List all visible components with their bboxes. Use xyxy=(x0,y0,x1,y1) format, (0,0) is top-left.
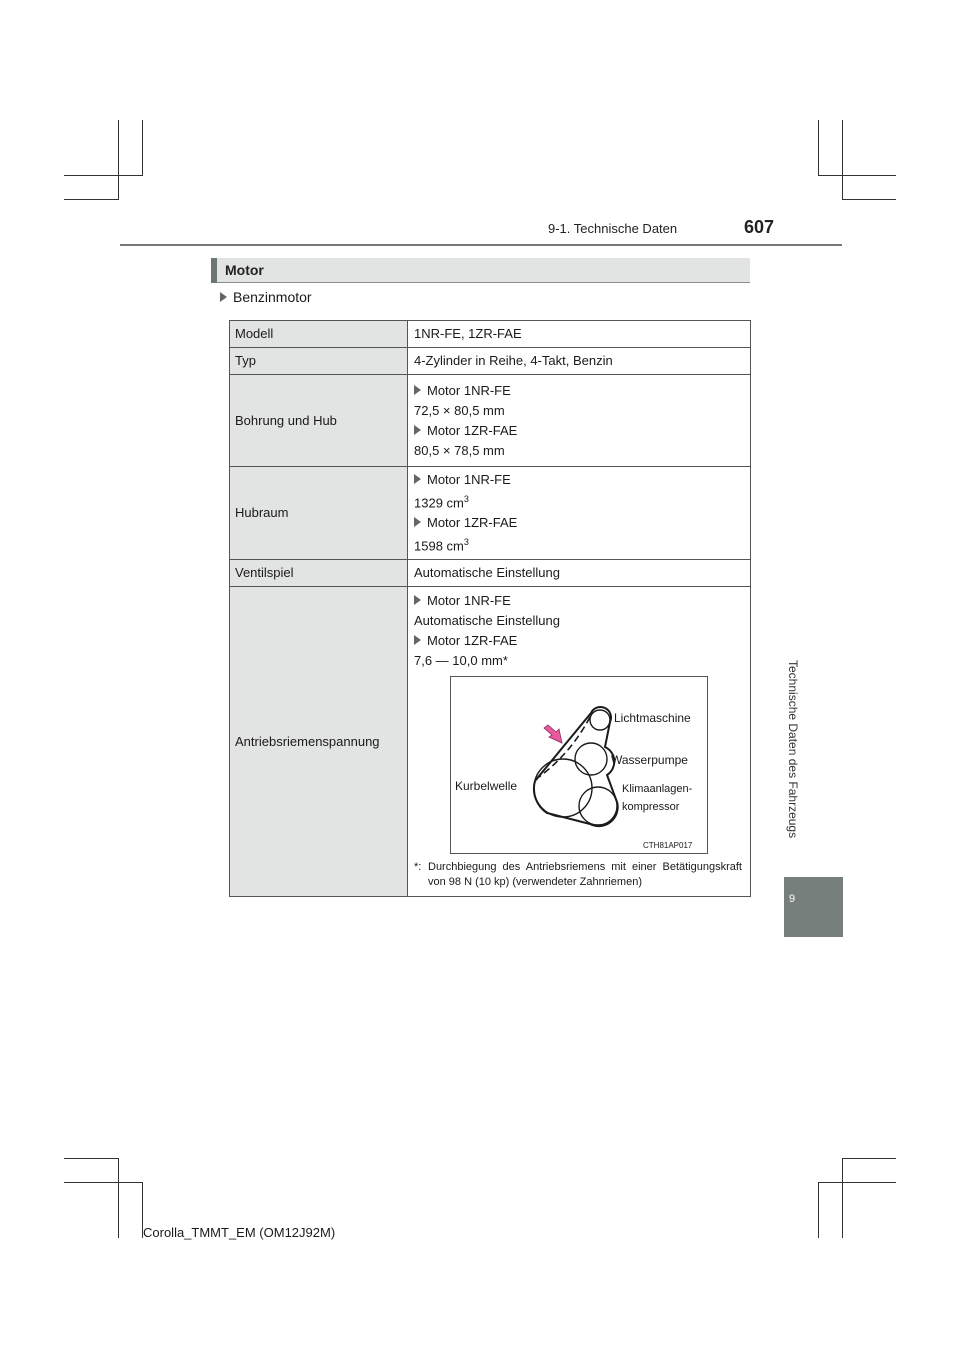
engine-value: 80,5 × 78,5 mm xyxy=(414,443,505,458)
unit-exponent: 3 xyxy=(463,537,469,548)
row-value xyxy=(408,375,751,467)
table-row xyxy=(230,586,751,896)
triangle-bullet-icon xyxy=(414,635,421,645)
crop-mark xyxy=(842,120,843,200)
crop-mark xyxy=(64,199,119,200)
triangle-bullet-icon xyxy=(220,292,227,302)
label-water-pump: Wasserpumpe xyxy=(611,752,688,767)
crop-mark xyxy=(64,175,142,176)
crop-mark xyxy=(142,120,143,176)
triangle-bullet-icon xyxy=(414,385,421,395)
engine-label: Motor 1NR-FE xyxy=(427,472,511,487)
figure-code: CTH81AP017 xyxy=(643,840,693,850)
footnote xyxy=(414,860,742,896)
crop-mark xyxy=(818,1182,819,1238)
belt-diagram xyxy=(450,676,708,854)
crop-mark xyxy=(64,1158,119,1159)
table-row xyxy=(230,375,751,467)
row-value xyxy=(408,467,751,560)
triangle-bullet-icon xyxy=(414,517,421,527)
row-key: Typ xyxy=(230,348,408,375)
crop-mark xyxy=(64,1182,142,1183)
section-accent xyxy=(211,258,217,283)
section-label: 9-1. Technische Daten xyxy=(548,221,678,236)
crop-mark xyxy=(818,175,896,176)
row-key: Bohrung und Hub xyxy=(230,375,408,467)
table-row xyxy=(230,321,751,348)
crop-mark xyxy=(118,120,119,200)
crop-mark xyxy=(842,199,896,200)
engine-value: 72,5 × 80,5 mm xyxy=(414,403,505,418)
crop-mark xyxy=(118,1158,119,1238)
chapter-tab xyxy=(784,877,843,937)
sub-heading xyxy=(220,289,312,305)
table-row xyxy=(230,559,751,586)
row-value xyxy=(408,586,751,896)
table-row xyxy=(230,467,751,560)
chapter-number: 9 xyxy=(789,893,796,905)
crop-mark xyxy=(842,1158,896,1159)
crop-mark xyxy=(842,1158,843,1238)
label-ac-compressor-2: kompressor xyxy=(622,800,680,813)
label-alternator: Lichtmaschine xyxy=(614,710,691,725)
label-crankshaft: Kurbelwelle xyxy=(455,778,518,793)
chapter-side-title: Technische Daten des Fahrzeugs xyxy=(786,660,800,839)
row-key: Ventilspiel xyxy=(230,559,408,586)
footnote-mark: *: xyxy=(414,860,422,873)
engine-value: Automatische Einstellung xyxy=(414,612,560,628)
row-value: 4-Zylinder in Reihe, 4-Takt, Benzin xyxy=(408,348,751,375)
engine-label: Motor 1ZR-FAE xyxy=(427,423,518,438)
engine-value: 1329 cm xyxy=(414,495,464,511)
engine-label: Motor 1ZR-FAE xyxy=(427,632,518,648)
sub-heading-text: Benzinmotor xyxy=(233,289,312,305)
engine-value: 1598 cm xyxy=(414,538,464,554)
engine-value: 7,6 — 10,0 mm* xyxy=(414,652,508,668)
page-number: 607 xyxy=(744,217,775,237)
unit-exponent: 3 xyxy=(463,494,469,504)
section-heading-bar xyxy=(211,258,750,283)
table-row xyxy=(230,348,751,375)
engine-label: Motor 1NR-FE xyxy=(427,383,511,398)
water-pump-pulley xyxy=(575,743,607,775)
crop-mark xyxy=(818,1182,896,1183)
label-ac-compressor-1: Klimaanlagen- xyxy=(622,782,693,795)
triangle-bullet-icon xyxy=(414,425,421,435)
ac-compressor-pulley xyxy=(579,787,617,825)
row-value: Automatische Einstellung xyxy=(408,559,751,586)
row-key: Antriebsriemenspannung xyxy=(230,586,408,896)
triangle-bullet-icon xyxy=(414,595,421,605)
alternator-pulley xyxy=(590,710,610,730)
document-footer: Corolla_TMMT_EM (OM12J92M) xyxy=(143,1225,336,1240)
measurement-arrow-icon xyxy=(544,725,562,743)
row-value: 1NR-FE, 1ZR-FAE xyxy=(408,321,751,348)
triangle-bullet-icon xyxy=(414,474,421,484)
header-rule xyxy=(120,244,842,246)
crop-mark xyxy=(818,120,819,176)
engine-label: Motor 1ZR-FAE xyxy=(427,515,518,531)
engine-label: Motor 1NR-FE xyxy=(427,592,511,608)
row-key: Modell xyxy=(230,321,408,348)
section-title: Motor xyxy=(225,262,264,278)
spec-table xyxy=(229,320,751,897)
footnote-text: Durchbiegung des Antriebsriemens mit einer Betätigungskraft von 98 N (10 kp) (verwendeter Zahnriemen) xyxy=(428,860,742,888)
row-key: Hubraum xyxy=(230,467,408,560)
